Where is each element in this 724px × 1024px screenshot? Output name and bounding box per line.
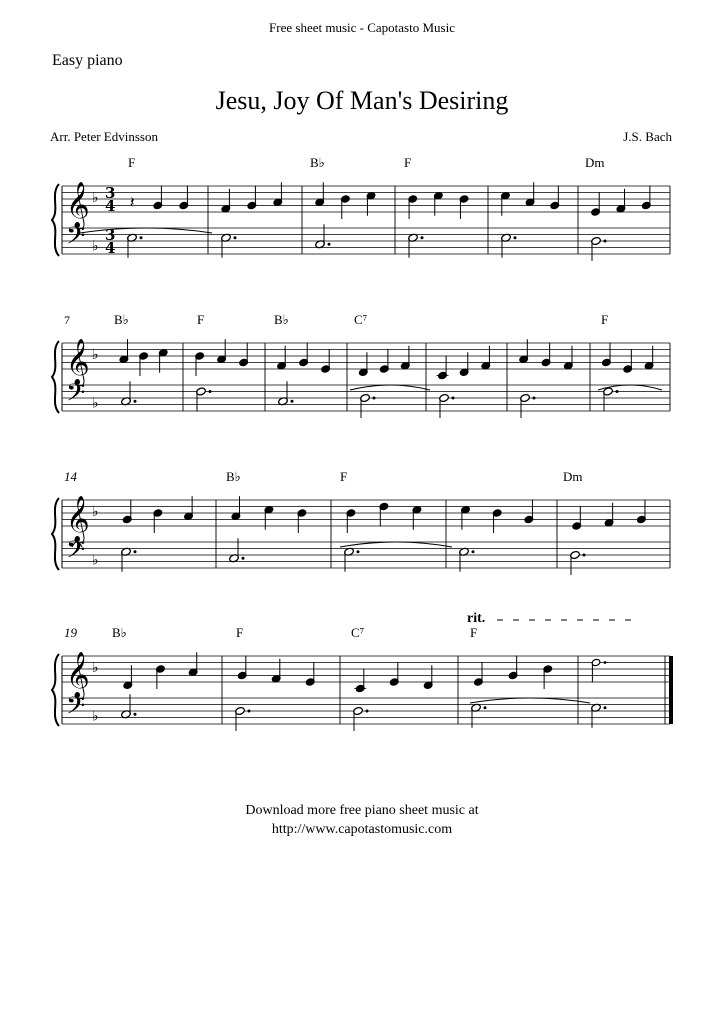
chord-symbol: F: [470, 625, 478, 640]
system-4: [52, 625, 673, 731]
tie: [80, 228, 212, 233]
augmentation-dot: [421, 236, 424, 239]
chord-symbol: F: [601, 312, 609, 327]
flat-icon: ♭: [92, 347, 99, 363]
flat-icon: ♭: [92, 708, 99, 725]
difficulty-level: Easy piano: [52, 52, 123, 69]
chord-symbol: F: [340, 469, 348, 484]
bass-clef-icon: 𝄢: [66, 691, 86, 727]
measure-number: 19: [64, 625, 77, 640]
augmentation-dot: [604, 661, 607, 664]
bass-clef-icon: 𝄢: [66, 221, 86, 257]
time-signature-denominator: 4: [105, 197, 116, 215]
system-1: [52, 155, 670, 261]
flat-icon: ♭: [92, 395, 99, 412]
augmentation-dot: [134, 550, 137, 553]
augmentation-dot: [291, 400, 294, 403]
augmentation-dot: [472, 550, 475, 553]
augmentation-dot: [357, 550, 360, 553]
footer-website-link[interactable]: http://www.capotastomusic.com: [271, 822, 453, 837]
chord-symbol: C⁷: [354, 312, 368, 327]
augmentation-dot: [366, 710, 369, 713]
augmentation-dot: [604, 706, 607, 709]
grand-staff-brace: [52, 184, 59, 256]
arranger-credit: Arr. Peter Edvinsson: [50, 129, 158, 144]
augmentation-dot: [234, 236, 237, 239]
augmentation-dot: [604, 240, 607, 243]
augmentation-dot: [514, 236, 517, 239]
grand-staff-brace: [52, 498, 59, 570]
tempo-marking-rit: rit.: [467, 611, 486, 626]
tie: [470, 698, 590, 703]
augmentation-dot: [533, 397, 536, 400]
augmentation-dot: [373, 397, 376, 400]
composer-credit: J.S. Bach: [623, 129, 672, 144]
augmentation-dot: [209, 390, 212, 393]
treble-clef-icon: 𝄞: [66, 496, 90, 542]
flat-icon: ♭: [92, 190, 99, 206]
treble-clef-icon: 𝄞: [66, 339, 90, 385]
header-credit: Free sheet music - Capotasto Music: [269, 20, 455, 35]
augmentation-dot: [242, 557, 245, 560]
augmentation-dot: [328, 243, 331, 246]
chord-symbol: B♭: [114, 312, 129, 327]
augmentation-dot: [452, 397, 455, 400]
augmentation-dot: [616, 390, 619, 393]
chord-symbol: F: [404, 155, 412, 170]
time-signature-numerator: 3: [105, 184, 116, 202]
augmentation-dot: [248, 710, 251, 713]
footer-download-text: Download more free piano sheet music at: [245, 803, 479, 818]
chord-symbol: Dm: [585, 155, 605, 170]
bass-clef-icon: 𝄢: [66, 535, 86, 571]
grand-staff-brace: [52, 654, 59, 726]
chord-symbol: B♭: [226, 469, 241, 484]
chord-symbol: F: [197, 312, 205, 327]
chord-symbol: B♭: [112, 625, 127, 640]
flat-icon: ♭: [92, 238, 99, 255]
tie: [340, 542, 452, 547]
measure-number: 7: [64, 313, 70, 327]
chord-symbol: F: [236, 625, 244, 640]
treble-clef-icon: 𝄞: [66, 182, 90, 228]
time-signature-denominator: 4: [105, 239, 116, 257]
treble-clef-icon: 𝄞: [66, 652, 90, 698]
augmentation-dot: [583, 554, 586, 557]
augmentation-dot: [134, 713, 137, 716]
system-3: [52, 469, 670, 575]
augmentation-dot: [484, 706, 487, 709]
time-signature-numerator: 3: [105, 226, 116, 244]
augmentation-dot: [140, 236, 143, 239]
flat-icon: ♭: [92, 504, 99, 520]
page-title: Jesu, Joy Of Man's Desiring: [215, 86, 509, 115]
chord-symbol: B♭: [310, 155, 325, 170]
flat-icon: ♭: [92, 552, 99, 569]
chord-symbol: F: [128, 155, 136, 170]
chord-symbol: B♭: [274, 312, 289, 327]
augmentation-dot: [134, 400, 137, 403]
chord-symbol: C⁷: [351, 625, 365, 640]
final-barline: [669, 656, 673, 724]
grand-staff-brace: [52, 341, 59, 413]
flat-icon: ♭: [92, 660, 99, 676]
tie: [350, 385, 430, 390]
chord-symbol: Dm: [563, 469, 583, 484]
bass-clef-icon: 𝄢: [66, 378, 86, 414]
measure-number: 14: [64, 469, 77, 484]
system-2: [52, 312, 670, 418]
quarter-rest-icon: 𝄽: [129, 192, 135, 212]
